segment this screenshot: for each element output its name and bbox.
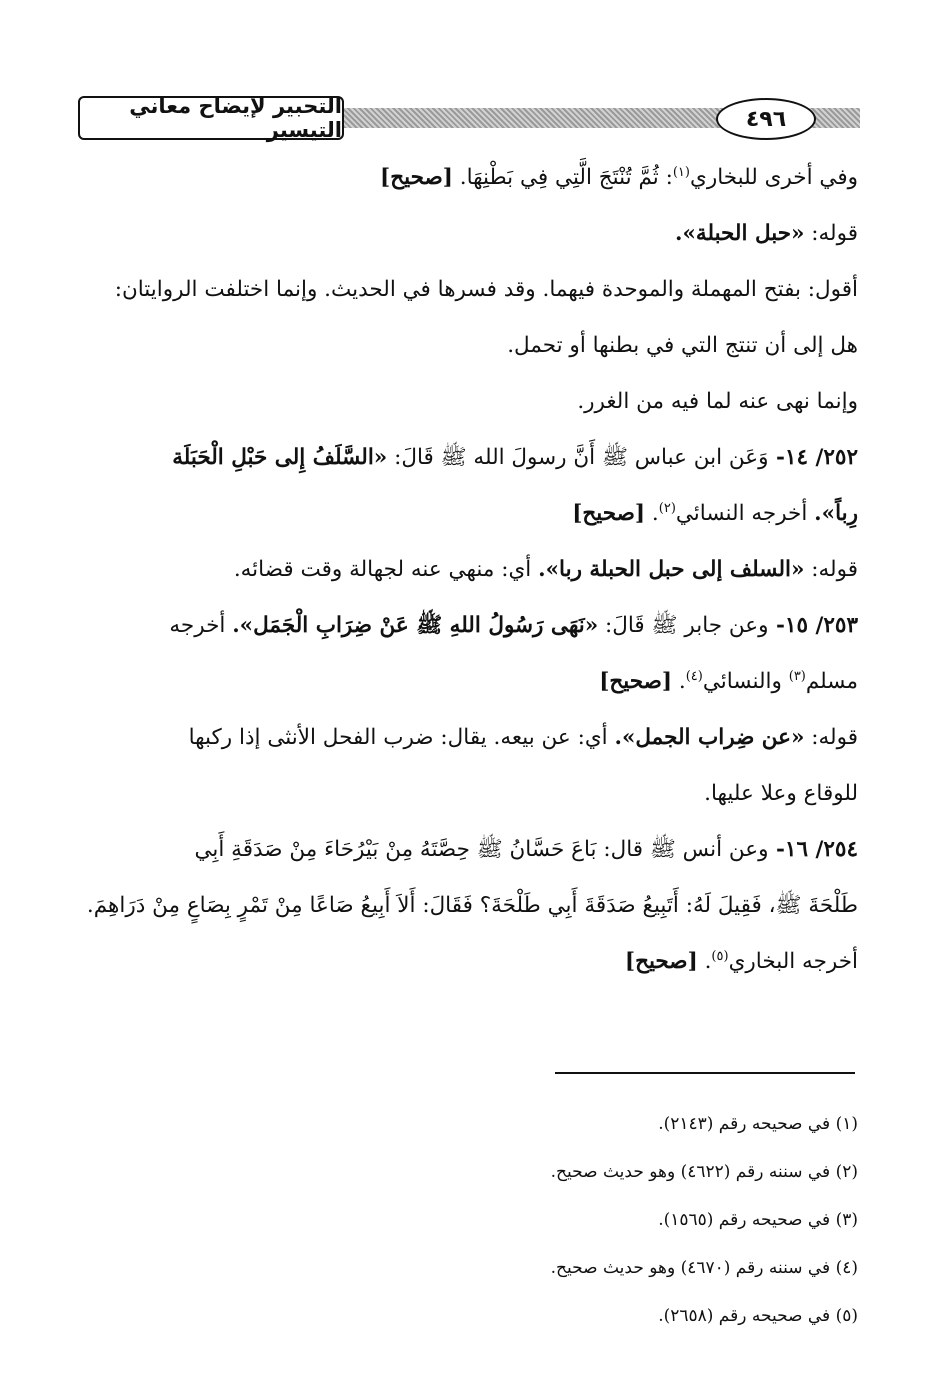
text-run: وعن جابر ﷺ قَالَ: [598,613,769,638]
text-run: والنسائي [702,669,789,694]
text-line: مسلم$^{(٣)}$ والنسائي$^{(٤)}$. [صحيح] [599,668,858,694]
text-run: أخرجه البخاري [728,949,858,974]
text-line: رِباً». أخرجه النسائي$^{(٢)}$. [صحيح] [572,500,858,526]
grade-label: [صحيح] [624,949,698,974]
text-line: أخرجه البخاري$^{(٥)}$. [صحيح] [624,948,858,974]
footnote-item: (٢) في سننه رقم (٤٦٢٢) وهو حديث صحيح. [550,1162,858,1182]
text-line [80,262,858,318]
hadith-text: «نَهَى رَسُولُ اللهِ ﷺ عَنْ ضِرَابِ الْجَمَل». [232,613,599,638]
hadith-text: «السَّلَفُ إِلى حَبْلِ الْحَبَلَة [172,445,388,470]
grade-label: [صحيح] [572,501,646,526]
footnote-ref[interactable]: (٢) [658,500,676,516]
main-text [80,150,858,990]
text-run: وفي أخرى للبخاري [689,165,858,190]
footnote-item: (٥) في صحيحه رقم (٢٦٥٨). [658,1306,858,1326]
text-line [80,878,858,934]
grade-label: [صحيح] [599,669,673,694]
text-line [80,710,858,766]
hadith-252-line [80,430,858,486]
text-run: قوله: [804,557,858,582]
page-header [78,96,860,140]
grade-label: [صحيح] [380,165,453,190]
footnote-ref[interactable]: (١) [672,164,690,180]
text-run: أي: عن بيعه. يقال: ضرب الفحل الأنثى إذا ركبها [188,725,615,750]
text-line [80,206,858,262]
footnotes [80,1100,858,1340]
book-title: التحبير لإيضاح معاني التيسير [78,96,344,140]
footnote-ref[interactable]: (٣) [788,668,806,684]
hadith-number: ٢٥٣/ ١٥- [768,613,858,638]
quoted-term: «عن ضِراب الجمل». [614,725,805,750]
footnote-item: (٣) في صحيحه رقم (١٥٦٥). [658,1210,858,1230]
text-run: للوقاع وعلا عليها. [704,781,858,806]
text-run: طَلْحَةَ ﷺ، فَقِيلَ لَهُ: أَتَبِيعُ صَدَقَةَ أَبِي طَلْحَةَ؟ فَقَالَ: أَلاَ أَبِيعُ صَاعًا مِنْ تَمْرٍ بِصَاعٍ مِنْ دَرَاهِمَ. [86,893,858,918]
text-run: وَعَن ابن عباس ﷺ أَنَّ رسولَ الله ﷺ قَالَ: [387,445,769,470]
text-run: وإنما نهى عنه لما فيه من الغرر. [577,389,858,414]
text-run: قوله: [804,725,858,750]
quoted-term: «حبل الحبلة». [675,221,805,246]
text-line [80,150,858,206]
hadith-253-line [80,598,858,654]
text-run: مسلم [805,669,858,694]
hadith-number: ٢٥٤/ ١٦- [768,837,858,862]
hadith-254-line [80,822,858,878]
text-line [80,542,858,598]
text-line [80,766,858,822]
text-run: أخرجه [169,613,233,638]
hadith-number: ٢٥٢/ ١٤- [768,445,858,470]
footnote-item: (١) في صحيحه رقم (٢١٤٣). [658,1114,858,1134]
footnote-divider [555,1072,855,1074]
text-run: أقول: بفتح المهملة والموحدة فيهما. وقد فسرها في الحديث. وإنما اختلفت الروايتان: [114,277,858,302]
text-run: أخرجه النسائي [675,501,815,526]
footnote-item: (٤) في سننه رقم (٤٦٧٠) وهو حديث صحيح. [550,1258,858,1278]
text-run: هل إلى أن تنتج التي في بطنها أو تحمل. [507,333,858,358]
text-run: أي: منهي عنه لجهالة وقت قضائه. [233,557,539,582]
text-run: قوله: [804,221,858,246]
text-run: وعن أنس ﷺ قال: بَاعَ حَسَّانُ ﷺ حِصَّتَهُ مِنْ بَيْرُحَاءَ مِنْ صَدَقَةِ أَبِي [194,837,769,862]
footnote-ref[interactable]: (٤) [685,668,703,684]
quoted-term: «السلف إلى حبل الحبلة ربا». [538,557,805,582]
footnote-ref[interactable]: (٥) [711,948,729,964]
page-number: ٤٩٦ [716,98,816,140]
text-run: : ثُمَّ تُنْتَجَ الَّتِي فِي بَطْنِهَا. [459,165,673,190]
hadith-text: رِباً». [814,501,858,526]
text-line [80,374,858,430]
text-line [80,318,858,374]
